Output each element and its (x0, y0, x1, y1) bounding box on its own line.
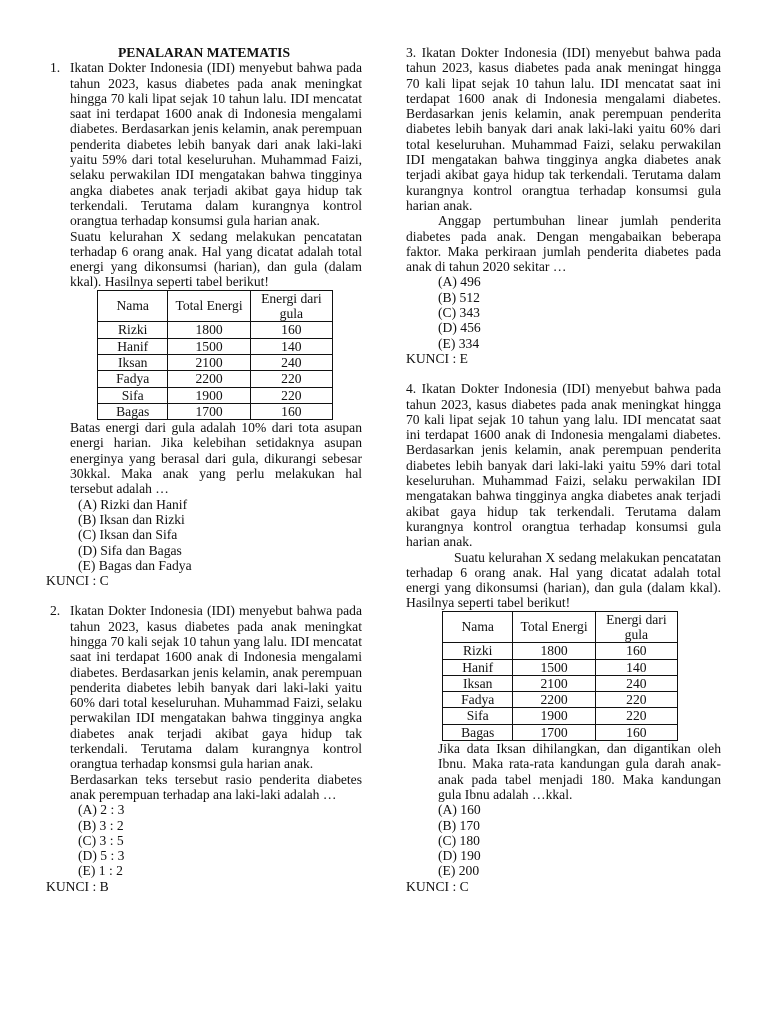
option-a: (A) 496 (438, 274, 481, 290)
question-1-text: Ikatan Dokter Indonesia (IDI) menyebut bahwa pada tahun 2023, kasus diabetes pada anak meningkat hingga 70 kali lipat sejak 10 tahun lalu. IDI mencatat saat ini terdapat 1600 anak di Indonesia mengalami diabetes. Berdasarkan jenis kelamin, anak perempuan penderita diabetes lebih banyak dari anak laki-laki yaitu 59% dari total keseluruhan. Muhammad Faizi, selaku perwakilan IDI mengatakan bahwa tingginya angka diabetes anak terjadi akibat gaya hidup tak terkendali. Terutama dalam kurangnya kontrol orangtua terhadap konsumsi gula harian anak. (70, 60, 362, 229)
table-header-cell: Nama (98, 290, 168, 322)
energy-table-2 (442, 611, 678, 741)
table-header-cell: Total Energi (168, 290, 250, 322)
table-cell: 1700 (168, 403, 250, 419)
question-1-prompt: Batas energi dari gula adalah 10% dari tota asupan energi harian. Jika kelebihan setidaknya asupan energinya yang berasal dari gula, dikurangi sebesar 30kkal. Maka anak yang perlu melakukan hal tersebut adalah … (70, 420, 362, 497)
question-3-text: 3. Ikatan Dokter Indonesia (IDI) menyebut bahwa pada tahun 2023, kasus diabetes pada anak meningat hingga 70 kali lipat sejak 10 tahun lalu. IDI mencatat saat ini terdapat 1600 anak di Indonesia mengalami diabetes. Berdasarkan jenis kelamin, anak perempuan penderita diabetes lebih banyak dari anak laki-laki yaitu 60% dari total keseluruhan. Muhammad Faizi, selaku perwakilan IDI mengatakan bahwa tingginya angka diabetes anak terjadi akibat gaya hidup tak terkendali. Terutama dalam kurangnya kontrol orangtua terhadap konsumsi gula harian anak. (406, 45, 721, 213)
table-cell: 1900 (513, 708, 595, 724)
table-cell: Iksan (98, 354, 168, 370)
table-row (443, 692, 678, 708)
option-c: (C) 180 (438, 832, 480, 848)
question-4-text: 4. Ikatan Dokter Indonesia (IDI) menyebut bahwa pada tahun 2023, kasus diabetes pada anak meningkat hingga 70 kali lipat sejak 10 tahun yang lalu. IDI mencatat saat ini terdapat 1600 anak di Indonesia mengalami diabetes. Berdasarkan jenis kelamin, anak perempuan penderita diabetes lebih banyak dari laki-laki yaitu 59% dari total keseluruhan. Muhammad Faizi, selaku perwakilan IDI mengatakan bahwa tingginya angka diabetes anak terjadi akibat gaya hidup tak terkendali. Terutama dalam kurangnya kontrol orangtua terhadap konsumsi gula harian anak. (406, 381, 721, 550)
table-cell: 1700 (513, 724, 595, 740)
table-cell: 1500 (168, 338, 250, 354)
table-header-row (98, 290, 333, 322)
answer-key-4: KUNCI : C (406, 878, 469, 894)
question-4-options (406, 802, 721, 878)
table-cell: 2200 (168, 371, 250, 387)
option-c: (C) Iksan dan Sifa (78, 527, 178, 543)
table-cell: 1800 (513, 643, 595, 659)
table-cell: 220 (250, 371, 332, 387)
option-d: (D) 190 (438, 848, 481, 864)
table-cell: Rizki (98, 322, 168, 338)
table-cell: Hanif (443, 659, 513, 675)
option-c: (C) 3 : 5 (78, 832, 124, 848)
table-cell: Iksan (443, 675, 513, 691)
table-cell: 220 (595, 708, 677, 724)
table-row (98, 371, 333, 387)
option-d: (D) 5 : 3 (78, 848, 125, 864)
table-cell: 2100 (513, 675, 595, 691)
table-cell: 160 (595, 724, 677, 740)
table-cell: 160 (595, 643, 677, 659)
question-2-number: 2. (50, 603, 61, 619)
energy-table-1 (97, 290, 333, 420)
table-row (443, 708, 678, 724)
option-e: (E) 1 : 2 (78, 863, 123, 879)
question-1-options (70, 497, 362, 573)
page-title: PENALARAN MATEMATIS (117, 45, 291, 60)
table-cell: 1900 (168, 387, 250, 403)
question-1-number: 1. (50, 60, 61, 76)
table-header-cell: Total Energi (513, 611, 595, 643)
option-d: (D) Sifa dan Bagas (78, 542, 182, 558)
table-cell: 1500 (513, 659, 595, 675)
table-cell: 140 (595, 659, 677, 675)
option-e: (E) 334 (438, 335, 480, 351)
table-row (98, 387, 333, 403)
table-cell: 1800 (168, 322, 250, 338)
table-row (443, 724, 678, 740)
table-cell: 240 (595, 675, 677, 691)
option-e: (E) 200 (438, 863, 480, 879)
table-cell: Rizki (443, 643, 513, 659)
table-header-cell: Energi dari gula (250, 290, 332, 322)
question-4-intro: Suatu kelurahan X sedang melakukan pencatatan terhadap 6 orang anak. Hal yang dicatat adalah total energi yang dikonsumsi (harian), dan gula (dalam kkal). Hasilnya seperti tabel berikut! (406, 549, 721, 611)
option-b: (B) 3 : 2 (78, 817, 124, 833)
option-b: (B) 512 (438, 289, 480, 305)
question-4-prompt: Jika data Iksan dihilangkan, dan digantikan oleh Ibnu. Maka rata-rata kandungan gula darah anak-anak pada tabel menjadi 180. Maka kandungan gula Ibnu adalah …kkal. (438, 741, 721, 802)
option-b: (B) 170 (438, 817, 480, 833)
question-2-text: Ikatan Dokter Indonesia (IDI) menyebut bahwa pada tahun 2023, kasus diabetes pada anak meningkat hingga 70 kali sejak 10 tahun yang lalu. IDI mencatat saat ini terdapat 1600 anak di Indonesia mengalami diabetes. Berdasarkan jenis kelamin, anak perempuan penderita diabetes lebih banyak dari laki-laki yaitu 60% dari total keseluruhan. Muhammad Faizi, selaku perwakilan IDI mengatakan bahwa tingginya angka diabetes anak terjadi akibat gaya hidup tak terkendali. Terutama dalam kurangnya kontrol orangtua terhadap konsmsi gula harian anak. (70, 603, 362, 772)
table-header-row (443, 611, 678, 643)
table-cell: 220 (250, 387, 332, 403)
question-3-options (406, 274, 721, 350)
option-b: (B) Iksan dan Rizki (78, 511, 185, 527)
table-header-cell: Energi dari gula (595, 611, 677, 643)
table-row (443, 659, 678, 675)
table-cell: Bagas (443, 724, 513, 740)
option-a: (A) 160 (438, 802, 481, 818)
answer-key-2: KUNCI : B (46, 878, 109, 894)
table-cell: 160 (250, 322, 332, 338)
option-c: (C) 343 (438, 305, 480, 321)
question-1-intro: Suatu kelurahan X sedang melakukan pencatatan terhadap 6 orang anak. Hal yang dicatat adalah total energi yang dikonsumsi (harian), dan gula (dalam kkal). Hasilnya seperti tabel berikut! (70, 228, 362, 290)
answer-key-1: KUNCI : C (46, 573, 109, 589)
table-row (443, 643, 678, 659)
table-cell: 160 (250, 403, 332, 419)
question-2-prompt: Berdasarkan teks tersebut rasio penderita diabetes anak perempuan terhadap ana laki-laki adalah … (70, 771, 362, 802)
table-row (98, 322, 333, 338)
table-cell: Hanif (98, 338, 168, 354)
option-a: (A) 2 : 3 (78, 802, 125, 818)
table-cell: Bagas (98, 403, 168, 419)
table-row (98, 354, 333, 370)
table-cell: Sifa (98, 387, 168, 403)
table-cell: 2100 (168, 354, 250, 370)
right-column (406, 45, 721, 894)
table-cell: 140 (250, 338, 332, 354)
table-cell: Fadya (98, 371, 168, 387)
option-a: (A) Rizki dan Hanif (78, 496, 188, 512)
table-row (98, 403, 333, 419)
answer-key-3: KUNCI : E (406, 350, 468, 366)
question-1 (46, 60, 362, 573)
table-cell: 220 (595, 692, 677, 708)
table-row (98, 338, 333, 354)
question-2-options (70, 802, 362, 878)
question-2 (46, 603, 362, 878)
option-d: (D) 456 (438, 320, 481, 336)
table-cell: Sifa (443, 708, 513, 724)
option-e: (E) Bagas dan Fadya (78, 557, 192, 573)
table-cell: 240 (250, 354, 332, 370)
table-header-cell: Nama (443, 611, 513, 643)
left-column (46, 45, 362, 894)
table-row (443, 675, 678, 691)
table-cell: 2200 (513, 692, 595, 708)
table-cell: Fadya (443, 692, 513, 708)
question-3-prompt: Anggap pertumbuhan linear jumlah penderita diabetes pada anak. Dengan mengabaikan beberapa faktor. Maka perkiraan jumlah penderita diabetes pada anak di tahun 2020 sekitar … (406, 213, 721, 275)
